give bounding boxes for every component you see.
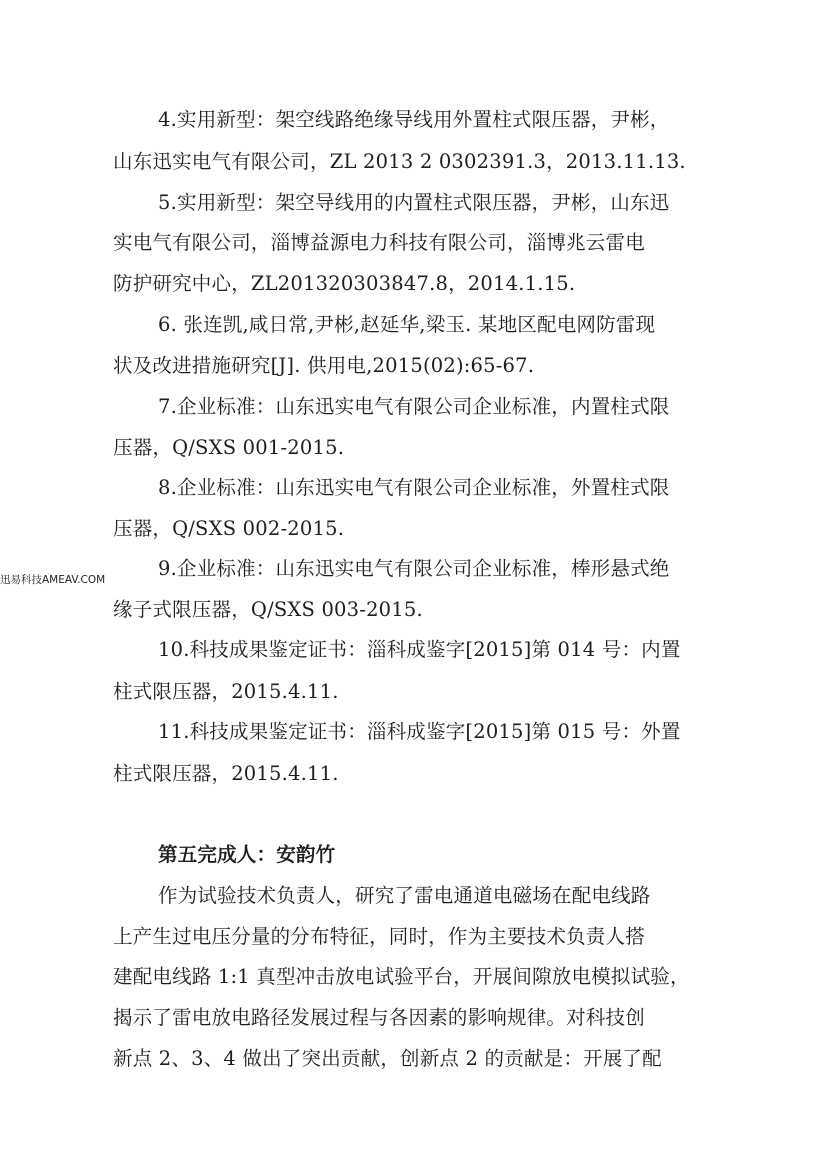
reference-9-line-2: 缘子式限压器，Q/SXS 003-2015. xyxy=(113,598,423,621)
section-heading: 第五完成人：安韵竹 xyxy=(158,843,336,866)
watermark-text: 迅易科技AMEAV.COM xyxy=(0,574,106,586)
reference-11-line-2: 柱式限压器，2015.4.11. xyxy=(113,762,339,785)
paragraph-line: 作为试验技术负责人，研究了雷电通道电磁场在配电线路 xyxy=(158,884,651,907)
reference-6-line-2: 状及改进措施研究[J]. 供用电,2015(02):65-67. xyxy=(113,354,535,377)
paragraph-line: 揭示了雷电放电路径发展过程与各因素的影响规律。对科技创 xyxy=(113,1006,645,1029)
reference-5-line-3: 防护研究中心，ZL201320303847.8，2014.1.15. xyxy=(113,272,576,295)
reference-10-line-1: 10.科技成果鉴定证书：淄科成鉴字[2015]第 014 号：内置 xyxy=(158,638,681,661)
paragraph-line: 上产生过电压分量的分布特征，同时，作为主要技术负责人搭 xyxy=(113,925,645,948)
reference-9-line-1: 9.企业标准：山东迅实电气有限公司企业标准，棒形悬式绝 xyxy=(158,557,670,580)
reference-8-line-1: 8.企业标准：山东迅实电气有限公司企业标准，外置柱式限 xyxy=(158,476,670,499)
reference-11-line-1: 11.科技成果鉴定证书：淄科成鉴字[2015]第 015 号：外置 xyxy=(158,720,681,743)
reference-5-line-1: 5.实用新型：架空导线用的内置柱式限压器，尹彬，山东迅 xyxy=(158,191,670,214)
reference-7-line-2: 压器，Q/SXS 001-2015. xyxy=(113,436,345,459)
reference-10-line-2: 柱式限压器，2015.4.11. xyxy=(113,680,339,703)
reference-8-line-2: 压器，Q/SXS 002-2015. xyxy=(113,517,345,540)
paragraph-line: 新点 2、3、4 做出了突出贡献，创新点 2 的贡献是：开展了配 xyxy=(113,1047,662,1070)
reference-4-line-1: 4.实用新型：架空线路绝缘导线用外置柱式限压器，尹彬， xyxy=(158,108,670,131)
reference-5-line-2: 实电气有限公司，淄博益源电力科技有限公司，淄博兆云雷电 xyxy=(113,231,645,254)
reference-7-line-1: 7.企业标准：山东迅实电气有限公司企业标准，内置柱式限 xyxy=(158,395,670,418)
reference-6-line-1: 6. 张连凯,咸日常,尹彬,赵延华,梁玉. 某地区配电网防雷现 xyxy=(158,313,656,336)
paragraph-line: 建配电线路 1:1 真型冲击放电试验平台，开展间隙放电模拟试验， xyxy=(113,965,690,988)
reference-4-line-2: 山东迅实电气有限公司，ZL 2013 2 0302391.3，2013.11.13. xyxy=(113,150,686,173)
